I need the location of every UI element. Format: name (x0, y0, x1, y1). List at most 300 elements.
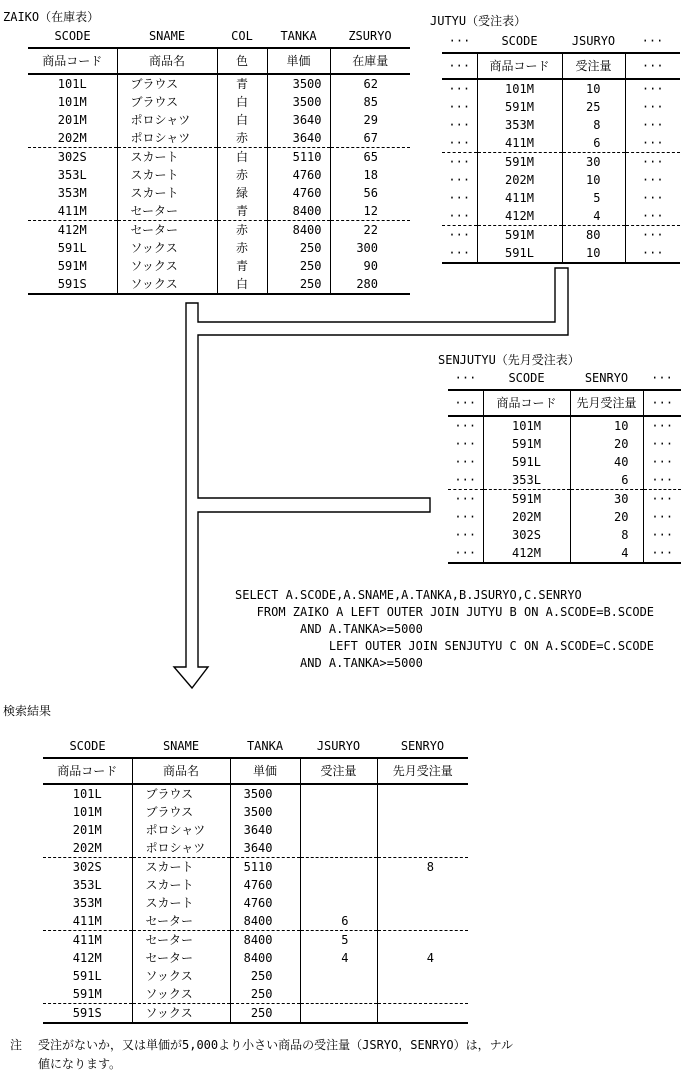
table-cell: 101L (72, 787, 102, 801)
table-row (43, 821, 468, 839)
table-cell: 5110 (230, 858, 300, 877)
table-cell: 101M (477, 79, 562, 98)
table-cell: 12 (330, 202, 410, 221)
table-row (43, 949, 468, 967)
table-cell: ··· (448, 544, 483, 563)
table-cell: 3500 (230, 803, 300, 821)
table-cell: 8400 (230, 912, 300, 931)
table-row (28, 184, 410, 202)
table-row (448, 453, 681, 471)
column-header-jp: ··· (643, 390, 681, 416)
table-cell: 4760 (267, 166, 330, 184)
table-row (28, 166, 410, 184)
table-row (43, 894, 468, 912)
table-cell (300, 894, 377, 912)
table-cell: 412M (28, 221, 117, 240)
table-cell: ··· (625, 207, 680, 226)
table-cell: 3640 (267, 129, 330, 148)
table-cell: 202M (483, 508, 570, 526)
table-cell: 20 (570, 508, 643, 526)
table-row (442, 226, 680, 245)
table-row (28, 111, 410, 129)
table-cell: ··· (625, 171, 680, 189)
table-cell: 101L (57, 77, 87, 91)
table-cell: 4 (300, 949, 377, 967)
table-row (442, 171, 680, 189)
table-cell: 353M (72, 896, 102, 910)
table-cell: ··· (442, 244, 477, 263)
table-cell: ··· (643, 544, 681, 563)
column-header-eng: SENRYO (400, 739, 445, 753)
table-row (28, 275, 410, 294)
table-row (448, 490, 681, 509)
table-cell: 411M (477, 134, 562, 153)
table-cell: スカート (132, 858, 230, 877)
sql-line: LEFT OUTER JOIN SENJUTYU C ON A.SCODE=C.SCODE (235, 639, 655, 653)
table-cell: 20 (570, 435, 643, 453)
table-cell: 412M (483, 544, 570, 563)
senjutyu-table (448, 369, 681, 564)
table-cell: 4 (570, 544, 643, 563)
table-cell (300, 784, 377, 803)
column-header-jp: 商品コード (477, 53, 562, 79)
table-cell: 青 (217, 74, 267, 93)
table-cell: 8400 (267, 221, 330, 240)
table-row (442, 244, 680, 263)
column-header-eng: COL (231, 29, 253, 43)
table-cell: 250 (267, 239, 330, 257)
table-cell: ··· (454, 473, 477, 487)
table-cell (300, 858, 377, 877)
table-cell: 8 (377, 858, 468, 877)
table-cell: 4760 (230, 894, 300, 912)
result-table (43, 737, 468, 1024)
column-header-eng: ··· (641, 34, 664, 48)
table-cell: 赤 (217, 221, 267, 240)
table-cell: ··· (625, 79, 680, 98)
table-cell: ··· (625, 98, 680, 116)
zaiko-table-title: ZAIKO（在庫表） (3, 10, 100, 24)
table-cell: スカート (117, 166, 217, 184)
table-row (43, 912, 468, 931)
table-cell: 30 (570, 490, 643, 509)
table-cell: ソックス (117, 275, 217, 294)
table-cell (300, 821, 377, 839)
table-cell: 353L (57, 168, 87, 182)
zaiko-table (28, 27, 410, 295)
table-cell: ··· (448, 136, 471, 150)
table-cell: 10 (562, 244, 625, 263)
table-cell (377, 985, 468, 1004)
column-header-jp: 受注量 (300, 758, 377, 784)
column-header-eng: ZSURYO (348, 29, 392, 43)
table-row (448, 390, 681, 416)
table-row (442, 98, 680, 116)
sql-query (235, 587, 654, 672)
table-cell: 202M (57, 131, 87, 145)
table-row (43, 858, 468, 877)
table-cell: ··· (448, 100, 471, 114)
table-cell: 591M (477, 226, 562, 245)
table-cell (377, 803, 468, 821)
table-cell: 白 (217, 93, 267, 111)
table-cell: 101M (57, 95, 87, 109)
table-cell: ··· (448, 191, 471, 205)
column-header-eng: TANKA (280, 29, 317, 43)
table-row (442, 153, 680, 172)
table-cell: 80 (562, 226, 625, 245)
table-cell: 353M (57, 186, 87, 200)
table-cell: 22 (330, 221, 410, 240)
table-cell: 5110 (267, 148, 330, 167)
table-row (43, 985, 468, 1004)
table-row (442, 134, 680, 153)
table-cell: 10 (562, 79, 625, 98)
table-cell: 8 (570, 526, 643, 544)
table-row (43, 1004, 468, 1024)
column-header-jp: ··· (625, 53, 680, 79)
table-cell: ··· (454, 437, 477, 451)
column-header-jp: 先月受注量 (570, 390, 643, 416)
table-cell: 緑 (217, 184, 267, 202)
table-cell: 白 (217, 111, 267, 129)
jutyu-table-title: JUTYU（受注表） (430, 14, 527, 28)
table-cell: ··· (643, 508, 681, 526)
table-row (448, 508, 681, 526)
table-cell: 40 (570, 453, 643, 471)
table-cell: 591L (483, 453, 570, 471)
column-header-eng: TANKA (246, 739, 284, 753)
sql-line: SELECT A.SCODE,A.SNAME,A.TANKA,B.JSURYO,C.SENRYO (235, 588, 582, 602)
note (10, 1036, 513, 1074)
column-header-jp: 商品コード (28, 48, 117, 74)
table-cell: ··· (454, 510, 477, 524)
senjutyu-table-title: SENJUTYU（先月受注表） (438, 353, 580, 367)
jutyu-table (442, 32, 680, 264)
table-cell: ··· (454, 455, 477, 469)
table-cell: 250 (230, 1004, 300, 1024)
table-cell (300, 985, 377, 1004)
table-cell: ··· (643, 526, 681, 544)
column-header-jp: ··· (448, 390, 483, 416)
table-cell: 591M (483, 435, 570, 453)
column-header-jp: 在庫量 (330, 48, 410, 74)
table-cell: スカート (132, 876, 230, 894)
table-cell: 青 (217, 202, 267, 221)
table-cell: ··· (442, 226, 477, 245)
note-line: 受注がないか，又は単価が5,000より小さい商品の受注量（JSRYO，SENRYO）は，ナル (38, 1038, 513, 1052)
table-cell: ··· (454, 528, 477, 542)
table-cell (300, 967, 377, 985)
column-header-eng: SNAME (162, 739, 200, 753)
table-cell: セーター (117, 221, 217, 240)
table-row (28, 48, 410, 74)
table-row (28, 148, 410, 167)
table-cell: 白 (217, 148, 267, 167)
table-cell: 56 (330, 184, 410, 202)
table-cell: 赤 (217, 239, 267, 257)
table-cell: ソックス (132, 985, 230, 1004)
table-cell: ソックス (117, 257, 217, 275)
table-cell (300, 839, 377, 858)
table-cell: スカート (117, 148, 217, 167)
table-cell: 8400 (267, 202, 330, 221)
table-cell: 411M (57, 204, 87, 218)
column-header-jp: 先月受注量 (377, 758, 468, 784)
table-cell: ··· (643, 471, 681, 490)
table-cell: 302S (483, 526, 570, 544)
table-row (43, 758, 468, 784)
table-cell: 280 (330, 275, 410, 294)
table-cell: 591M (477, 153, 562, 172)
table-cell: 10 (570, 416, 643, 435)
table-cell: 302S (28, 148, 117, 167)
table-row (28, 202, 410, 221)
table-cell: セーター (117, 202, 217, 221)
table-cell: 5 (562, 189, 625, 207)
table-cell: ··· (448, 173, 471, 187)
table-cell: 8400 (230, 931, 300, 950)
table-row (448, 526, 681, 544)
table-cell: 250 (267, 257, 330, 275)
table-cell: 8400 (230, 949, 300, 967)
table-cell: 3500 (267, 74, 330, 93)
table-row (43, 967, 468, 985)
table-row (442, 53, 680, 79)
table-cell: 411M (72, 914, 102, 928)
column-header-eng: ··· (651, 371, 673, 385)
table-row (43, 803, 468, 821)
table-cell: ··· (625, 189, 680, 207)
table-cell: 591L (72, 969, 102, 983)
result-title: 検索結果 (3, 704, 52, 718)
table-cell (377, 931, 468, 950)
table-cell: 412M (477, 207, 562, 226)
table-cell: 25 (562, 98, 625, 116)
table-cell: ソックス (132, 1004, 230, 1024)
table-row (43, 931, 468, 950)
table-cell: セーター (132, 931, 230, 950)
table-row (442, 32, 680, 53)
note-marker: 注 (10, 1038, 23, 1052)
table-cell (300, 803, 377, 821)
table-cell: 3640 (230, 839, 300, 858)
table-cell: 65 (330, 148, 410, 167)
table-cell: 591S (43, 1004, 132, 1024)
table-row (442, 189, 680, 207)
table-cell: ブラウス (117, 93, 217, 111)
table-row (442, 207, 680, 226)
table-cell: 353L (72, 878, 102, 892)
table-row (28, 129, 410, 148)
table-row (43, 737, 468, 758)
table-row (448, 544, 681, 563)
table-cell (377, 839, 468, 858)
table-cell: セーター (132, 912, 230, 931)
table-cell: 29 (330, 111, 410, 129)
table-row (448, 471, 681, 490)
table-row (448, 416, 681, 435)
table-cell: ··· (643, 416, 681, 435)
table-cell: 8 (562, 116, 625, 134)
table-cell (377, 876, 468, 894)
table-cell: 67 (330, 129, 410, 148)
table-cell: ソックス (132, 967, 230, 985)
column-header-eng: ··· (448, 34, 471, 48)
table-row (442, 79, 680, 98)
column-header-jp: 単価 (267, 48, 330, 74)
table-cell (377, 821, 468, 839)
table-cell: 591M (483, 490, 570, 509)
table-cell: 18 (330, 166, 410, 184)
table-cell: ··· (625, 244, 680, 263)
table-cell (377, 894, 468, 912)
table-cell: ポロシャツ (117, 129, 217, 148)
table-cell: 6 (562, 134, 625, 153)
table-row (28, 27, 410, 48)
table-cell: 412M (72, 951, 102, 965)
table-cell: 353M (477, 116, 562, 134)
column-header-jp: 商品名 (117, 48, 217, 74)
sql-line: FROM ZAIKO A LEFT OUTER JOIN JUTYU B ON A.SCODE=B.SCODE (235, 605, 655, 619)
table-row (28, 74, 410, 93)
table-cell: 591S (28, 275, 117, 294)
column-header-jp: 商品コード (483, 390, 570, 416)
table-cell: ブラウス (132, 803, 230, 821)
table-cell: 591M (72, 987, 102, 1001)
table-row (28, 93, 410, 111)
table-row (28, 257, 410, 275)
table-cell: セーター (132, 949, 230, 967)
table-row (43, 876, 468, 894)
sql-line: AND A.TANKA>=5000 (235, 622, 423, 636)
table-cell: ··· (625, 226, 680, 245)
table-cell: 591M (57, 259, 87, 273)
table-cell: 赤 (217, 166, 267, 184)
table-cell: ··· (454, 419, 477, 433)
table-cell (377, 967, 468, 985)
table-cell: ソックス (117, 239, 217, 257)
table-cell: ··· (643, 490, 681, 509)
table-cell: 591L (477, 244, 562, 263)
note-text (38, 1036, 513, 1074)
table-cell: ··· (448, 490, 483, 509)
table-cell: 302S (43, 858, 132, 877)
column-header-jp: 商品コード (43, 758, 132, 784)
table-cell: 90 (330, 257, 410, 275)
table-cell: 6 (570, 471, 643, 490)
table-cell: 201M (72, 823, 102, 837)
table-cell: 85 (330, 93, 410, 111)
column-header-eng: SENRYO (584, 371, 629, 385)
table-cell: 3500 (230, 784, 300, 803)
column-header-eng: JSURYO (571, 34, 616, 48)
table-cell: 202M (72, 841, 102, 855)
column-header-jp: 受注量 (562, 53, 625, 79)
table-cell: 6 (300, 912, 377, 931)
table-cell: ··· (625, 134, 680, 153)
table-cell: ポロシャツ (132, 839, 230, 858)
table-cell: ポロシャツ (117, 111, 217, 129)
table-cell: 300 (330, 239, 410, 257)
table-cell: 3640 (230, 821, 300, 839)
table-cell: 250 (267, 275, 330, 294)
table-cell: スカート (117, 184, 217, 202)
table-cell: 62 (330, 74, 410, 93)
column-header-jp: 単価 (230, 758, 300, 784)
table-cell: ··· (442, 153, 477, 172)
column-header-eng: SCODE (508, 371, 545, 385)
table-cell: 250 (230, 985, 300, 1004)
table-cell: 101M (483, 416, 570, 435)
table-row (43, 784, 468, 803)
table-cell: ブラウス (132, 784, 230, 803)
table-cell: 3640 (267, 111, 330, 129)
table-cell: ··· (625, 116, 680, 134)
table-cell: 赤 (217, 129, 267, 148)
column-header-eng: SNAME (148, 29, 186, 43)
table-cell: 青 (217, 257, 267, 275)
column-header-jp: 色 (217, 48, 267, 74)
table-row (448, 435, 681, 453)
column-header-eng: SCODE (54, 29, 91, 43)
table-cell: 201M (57, 113, 87, 127)
table-cell: 30 (562, 153, 625, 172)
table-cell: 3500 (267, 93, 330, 111)
table-cell: 353L (483, 471, 570, 490)
column-header-eng: SCODE (69, 739, 106, 753)
table-cell (300, 876, 377, 894)
table-cell: スカート (132, 894, 230, 912)
table-cell (377, 1004, 468, 1024)
column-header-eng: JSURYO (316, 739, 361, 753)
table-row (448, 369, 681, 390)
table-cell: ··· (643, 453, 681, 471)
table-row (442, 116, 680, 134)
table-cell: 591M (477, 98, 562, 116)
table-cell: 4760 (267, 184, 330, 202)
table-cell: ··· (448, 82, 471, 96)
table-cell: 4760 (230, 876, 300, 894)
table-cell: ··· (625, 153, 680, 172)
column-header-eng: ··· (454, 371, 477, 385)
column-header-jp: ··· (442, 53, 477, 79)
table-row (28, 239, 410, 257)
table-cell: 202M (477, 171, 562, 189)
table-row (43, 839, 468, 858)
table-cell: 4 (377, 949, 468, 967)
table-cell: ··· (448, 118, 471, 132)
column-header-jp: 商品名 (132, 758, 230, 784)
table-cell: 250 (230, 967, 300, 985)
note-line: 値になります。 (38, 1057, 122, 1071)
table-cell (377, 912, 468, 931)
table-cell: 101M (72, 805, 102, 819)
table-cell: ··· (643, 435, 681, 453)
column-header-eng: SCODE (501, 34, 538, 48)
table-cell: 5 (300, 931, 377, 950)
table-cell (300, 1004, 377, 1024)
table-cell: 411M (477, 189, 562, 207)
table-cell: 10 (562, 171, 625, 189)
table-cell (377, 784, 468, 803)
table-cell: ··· (448, 209, 471, 223)
table-cell: ポロシャツ (132, 821, 230, 839)
table-cell: 411M (43, 931, 132, 950)
table-row (28, 221, 410, 240)
sql-line: AND A.TANKA>=5000 (235, 656, 423, 670)
table-cell: ブラウス (117, 74, 217, 93)
